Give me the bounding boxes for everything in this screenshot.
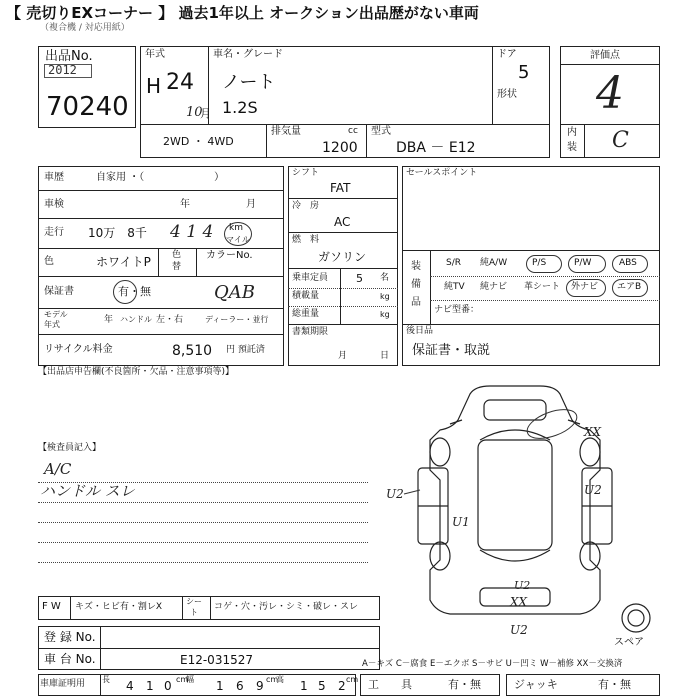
form-subtitle: （複合機 / 対応用紙） — [40, 23, 130, 33]
capacity-value: 5 — [356, 272, 363, 285]
damage-legend: A－キズ C－腐食 E－エクボ S－サビ U－凹ミ W－補修 XX－交換済 — [362, 659, 623, 669]
model-label: 型式 — [371, 126, 391, 137]
damage-mark-rear-bumper: U2 — [510, 623, 528, 637]
doors-value: 5 — [518, 62, 530, 83]
fw-label: F W — [42, 601, 61, 612]
tools-label: 工 具 — [368, 678, 412, 691]
damage-mark-rear-1: U2 — [514, 579, 531, 592]
interior-score: C — [612, 128, 629, 153]
chassis-no-label: 車 台 No. — [44, 652, 96, 666]
equip-tv: 純TV — [444, 282, 465, 292]
gross-label: 総重量 — [292, 309, 320, 319]
length-label: 長 — [102, 675, 110, 684]
warranty-label: 保証書 — [44, 286, 74, 297]
color-no-label: カラーNo. — [206, 250, 253, 261]
height-label: 高 — [276, 675, 284, 684]
capacity-label: 乗車定員 — [292, 273, 329, 283]
inspector-note-label: 【検査員記入】 — [38, 443, 102, 453]
recycle-unit: 円 預託済 — [226, 345, 265, 355]
score-label: 評価点 — [590, 50, 620, 61]
fuel-label: 燃 料 — [292, 235, 320, 245]
height-digit-1: 1 — [300, 679, 308, 693]
gross-unit: kg — [380, 310, 390, 319]
height-digit-2: 5 — [318, 679, 326, 693]
width-unit: cm — [266, 675, 279, 684]
shift-value: FAT — [330, 181, 351, 195]
later-items-label: 後日品 — [406, 326, 434, 336]
year-value: 24 — [166, 70, 194, 95]
height-unit: cm — [346, 675, 359, 684]
recycle-value: 8,510 — [172, 343, 213, 359]
color-change-label-1: 色 — [172, 250, 182, 260]
mileage-unit-mile: マイル — [226, 235, 250, 244]
cooling-value: AC — [334, 215, 351, 229]
damage-mark-rear-2: XX — [510, 595, 528, 609]
width-digit-3: 9 — [256, 679, 264, 693]
car-name: ノート — [222, 72, 276, 93]
registration-no-label: 登 録 No. — [44, 630, 96, 644]
seat-label-2: ト — [190, 608, 198, 617]
history-label: 車歴 — [44, 172, 64, 183]
navi-model-label: ナビ型番： — [434, 305, 480, 315]
damage-mark-left-door: U1 — [452, 515, 470, 529]
handle-options: 左・右 — [156, 315, 184, 325]
dealer-label: ディーラー・並行 — [205, 315, 269, 324]
equip-aftermarket-navi: 外ナビ — [571, 282, 599, 292]
cooling-label: 冷 房 — [292, 201, 320, 211]
docs-label: 書類期限 — [292, 327, 329, 337]
color-label: 色 — [44, 256, 54, 267]
mileage-label: 走行 — [44, 227, 64, 238]
inspector-note-line2: ハンドル スレ — [40, 482, 135, 500]
inspection-year: 年 — [180, 199, 190, 210]
width-digit-2: 6 — [236, 679, 244, 693]
height-digit-3: 2 — [338, 679, 346, 693]
year-era: H — [146, 74, 162, 98]
score-value: 4 — [596, 68, 624, 119]
displacement-unit: cc — [348, 126, 358, 136]
displacement-value: 1200 — [322, 140, 358, 156]
color-no-value: QAB — [214, 282, 255, 303]
capacity-unit: 名 — [380, 273, 390, 283]
page-title: 【 売切りEXコーナー 】 過去1年以上 オークション出品歴がない車両 — [6, 4, 479, 22]
shift-label: シフト — [292, 168, 320, 178]
fuel-value: ガソリン — [318, 250, 367, 264]
model-year-unit: 年 — [104, 315, 114, 325]
inspector-note-line1: A/C — [44, 460, 72, 478]
width-digit-1: 1 — [216, 679, 224, 693]
docs-month: 月 — [338, 351, 348, 361]
month-unit: 月 — [200, 107, 211, 120]
fw-items: キズ・ヒビ有・割レX — [75, 602, 162, 612]
equip-power-steering: P/S — [532, 258, 547, 268]
year-label: 年式 — [145, 49, 165, 60]
model-code: DBA － E12 — [396, 140, 476, 156]
lot-number-label: 出品No. — [45, 49, 93, 64]
handle-label: ハンドル — [120, 315, 152, 324]
length-digit-3: 0 — [164, 679, 172, 693]
seat-label-1: シー — [186, 597, 202, 606]
equip-power-window: P/W — [574, 258, 592, 268]
warranty-options: 有・無 — [118, 285, 151, 298]
jack-label: ジャッキ — [514, 678, 558, 691]
recycle-label: リサイクル料金 — [44, 344, 113, 355]
length-digit-1: 4 — [126, 679, 134, 693]
load-unit: kg — [380, 292, 390, 301]
shape-label: 形状 — [497, 89, 517, 100]
chassis-no-value: E12-031527 — [180, 653, 253, 667]
lot-year-tag: 2012 — [48, 63, 77, 77]
equipment-label-1: 装 — [411, 261, 421, 272]
width-label: 幅 — [186, 675, 194, 684]
inspection-label: 車検 — [44, 199, 64, 210]
jack-value: 有・無 — [598, 678, 631, 691]
dealer-note-label: 【出品店申告欄(不良箇所・欠品・注意事項等)】 — [38, 367, 235, 377]
interior-label-1: 内 — [567, 127, 577, 138]
later-items-value: 保証書・取説 — [412, 343, 491, 358]
damage-mark-left-side: U2 — [386, 487, 404, 501]
mileage-written: 4 1 4 — [170, 222, 214, 242]
color-change-label-2: 替 — [172, 262, 182, 272]
equip-abs: ABS — [619, 258, 637, 268]
load-label: 積載量 — [292, 291, 320, 301]
model-year-label-2: 年式 — [44, 320, 60, 329]
doors-label: ドア — [497, 49, 517, 60]
damage-mark-front-right: XX — [584, 425, 602, 439]
mileage-unit-km: km — [229, 223, 243, 233]
length-digit-2: 1 — [146, 679, 154, 693]
equip-oem-navi: 純ナビ — [480, 282, 508, 292]
inspection-month: 月 — [246, 199, 256, 210]
damage-mark-right-side: U2 — [584, 483, 602, 497]
equip-airbag: エアB — [617, 282, 642, 292]
lot-number: 70240 — [46, 92, 129, 122]
garage-cert-label: 車庫証明用 — [40, 679, 86, 689]
equipment-label-2: 備 — [411, 279, 421, 290]
length-unit: cm — [176, 675, 189, 684]
sales-point-label: セールスポイント — [406, 168, 478, 178]
equip-alloy-wheel: 純A/W — [480, 258, 508, 268]
equip-sunroof: S/R — [446, 258, 461, 268]
drive-type: 2WD ・ 4WD — [163, 135, 234, 148]
spare-tire-label: スペア — [614, 637, 644, 648]
car-name-label: 車名・グレード — [213, 49, 283, 60]
history-value: 自家用 ・（ ） — [96, 172, 225, 183]
seat-items: コゲ・穴・汚レ・シミ・破レ・スレ — [214, 602, 359, 612]
displacement-label: 排気量 — [271, 126, 301, 137]
tools-value: 有・無 — [448, 678, 481, 691]
interior-label-2: 装 — [567, 142, 577, 153]
equip-leather: 革シート — [524, 282, 561, 292]
month-value: 10 — [186, 105, 203, 120]
car-grade: 1.2S — [222, 98, 258, 117]
equipment-label-3: 品 — [411, 297, 421, 308]
mileage-printed: 10万 8千 — [88, 226, 147, 240]
docs-day: 日 — [380, 351, 390, 361]
model-year-label-1: モデル — [44, 310, 68, 319]
color-value: ホワイトP — [96, 255, 151, 269]
